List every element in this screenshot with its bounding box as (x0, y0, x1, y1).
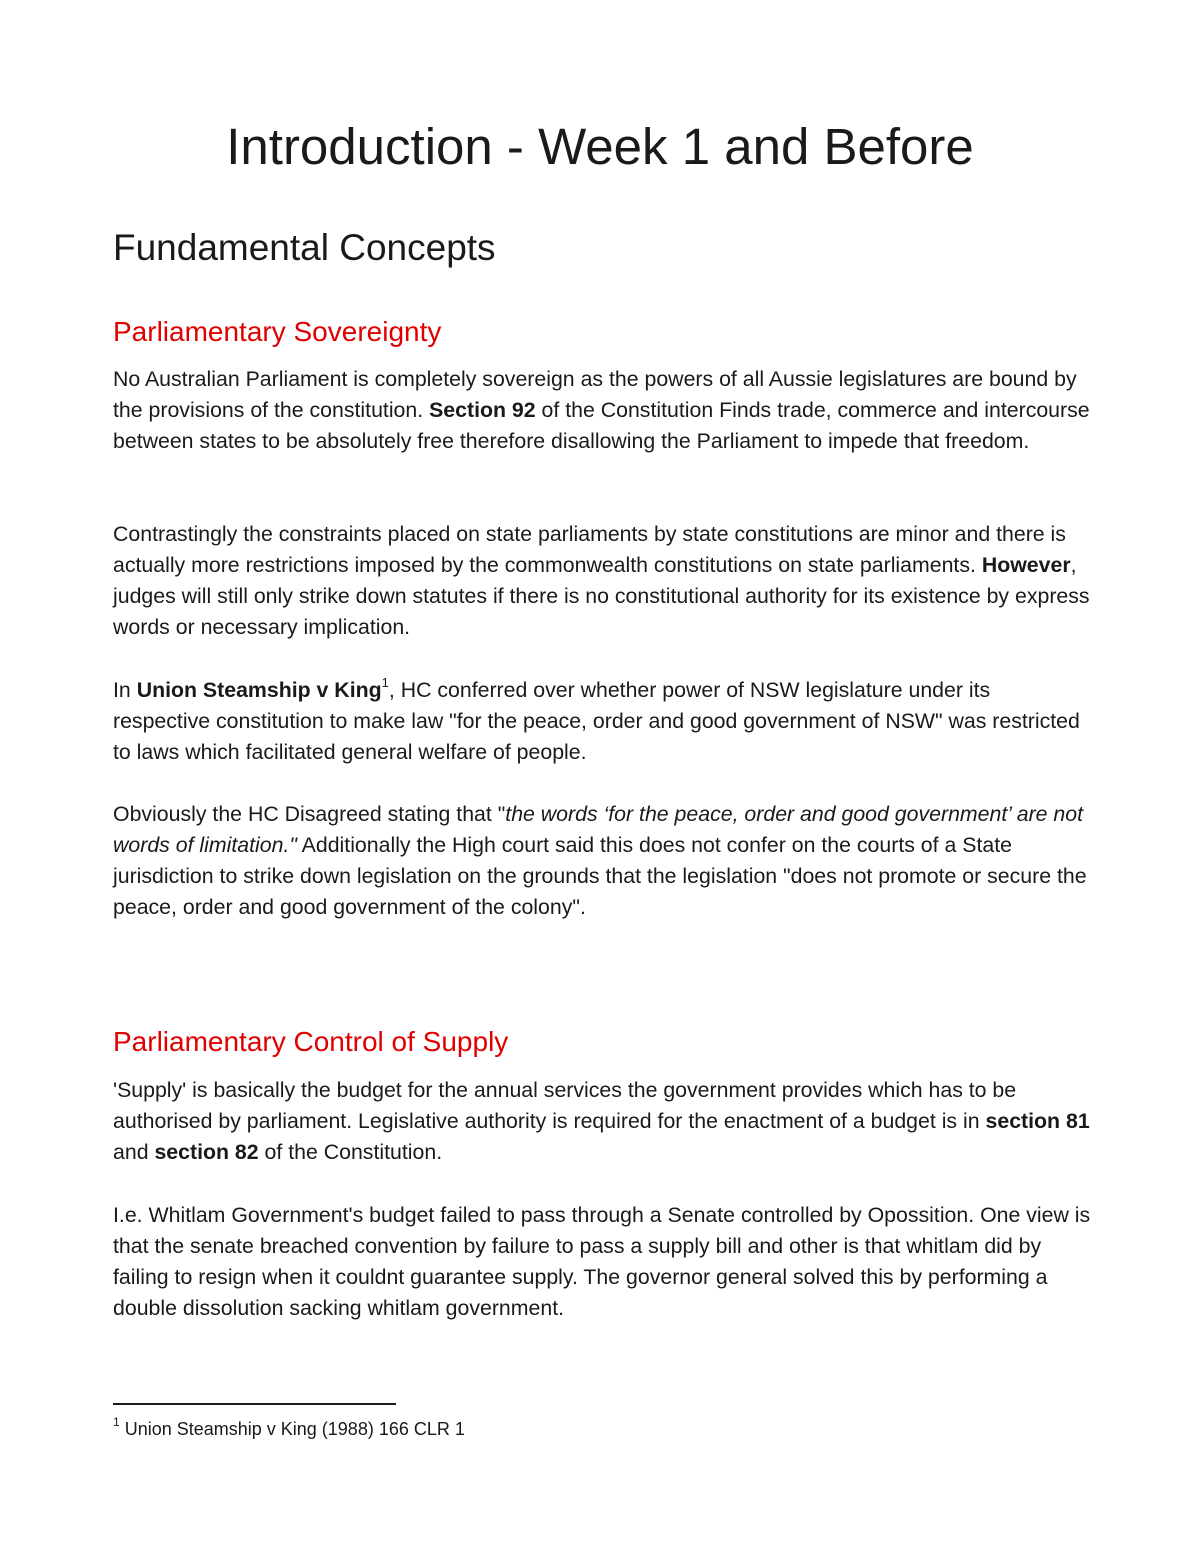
bold-section-92: Section 92 (429, 398, 536, 423)
section-heading-fundamental-concepts: Fundamental Concepts (113, 227, 496, 268)
paragraph-sovereignty-2 (113, 519, 1093, 643)
text-run: , HC conferred over whether power of NSW legislature under its respective constitution to make law "for the peace, order and good government of NSW" was restricted to laws which facilitated general welfare of people. (113, 678, 1080, 765)
paragraph-sovereignty-1 (113, 364, 1093, 457)
paragraph-sovereignty-3 (113, 675, 1093, 768)
text-run: No Australian Parliament is completely sovereign as the powers of all Aussie legislatures are bound by the provisions of the constitution. (113, 367, 1077, 423)
text-run: Contrastingly the constraints placed on state parliaments by state constitutions are minor and there is actually more restrictions imposed by the commonwealth constitutions on state parliaments. (113, 522, 1066, 578)
heading-parliamentary-control-of-supply: Parliamentary Control of Supply (113, 1026, 509, 1057)
footnote-number: 1 (113, 1415, 120, 1429)
footnote (113, 1416, 465, 1442)
text-run: In (113, 678, 137, 702)
text-run: Obviously the HC Disagreed stating that " (113, 802, 506, 826)
bold-however: However (981, 553, 1071, 578)
paragraph-sovereignty-4 (113, 799, 1093, 923)
text-run: and (113, 1140, 155, 1165)
footnote-text: Union Steamship v King (1988) 166 CLR 1 (119, 1419, 465, 1439)
footnote-separator (113, 1403, 396, 1405)
bold-section-81: section 81 (985, 1109, 1090, 1134)
text-run: of the Constitution. (258, 1140, 443, 1165)
footnote-reference[interactable]: 1 (381, 674, 389, 690)
italic-quote: the words ‘for the peace, order and good government’ are not words of limitation." (113, 802, 1084, 858)
heading-parliamentary-sovereignty: Parliamentary Sovereignty (113, 316, 442, 347)
bold-section-82: section 82 (154, 1140, 259, 1165)
paragraph-supply-1 (113, 1075, 1093, 1168)
document-title: Introduction - Week 1 and Before (226, 118, 974, 175)
paragraph-supply-2: I.e. Whitlam Government's budget failed to pass through a Senate controlled by Opossition. One view is that the senate breached convention by failure to pass a supply bill and other is that whitlam did by failing to resign when it couldnt guarantee supply. The governor general solved this by performing a double dissolution sacking whitlam government. (113, 1203, 1091, 1321)
text-run: of the Constitution Finds trade, commerce and intercourse between states to be absolutely free therefore disallowing the Parliament to impede that freedom. (113, 398, 1090, 454)
text-run: Additionally the High court said this does not confer on the courts of a State jurisdiction to strike down legislation on the grounds that the legislation "does not promote or secure the peace, order and good government of the colony". (113, 833, 1087, 920)
bold-case-name: Union Steamship v King (136, 678, 382, 702)
text-run: , judges will still only strike down statutes if there is no constitutional authority for its existence by express words or necessary implication. (113, 553, 1090, 640)
text-run: 'Supply' is basically the budget for the annual services the government provides which has to be authorised by parliament. Legislative authority is required for the enactment of a budget is in (113, 1078, 1017, 1134)
